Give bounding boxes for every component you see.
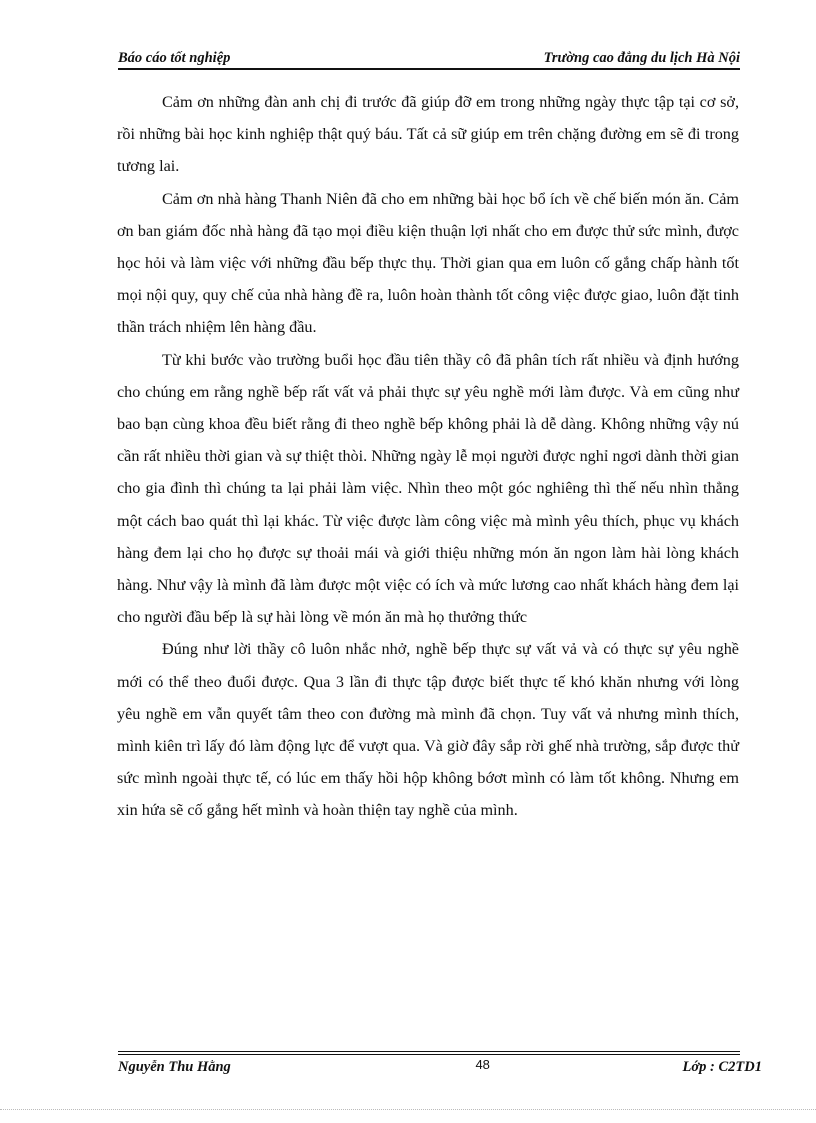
document-body [117, 86, 739, 827]
class-label: Lớp : C2TD1 [682, 1059, 762, 1075]
page-number: 48 [475, 1057, 490, 1072]
page-footer [118, 1057, 762, 1076]
header-divider [118, 68, 740, 70]
report-title: Báo cáo tốt nghiệp [118, 50, 231, 66]
paragraph-1: Cảm ơn những đàn anh chị đi trước đã giúp đỡ em trong những ngày thực tập tại cơ sở, rồi những bài học kinh nghiệp thật quý báu. Tất cả sữ giúp em trên chặng đường em sẽ đi trong tương lai. [117, 93, 739, 176]
paragraph-3: Từ khi bước vào trường buổi học đầu tiên thầy cô đã phân tích rất nhiều và định hướng cho chúng em rằng nghề bếp rất vất vả phải thực sự yêu nghề mới làm được. Và em cũng như bao bạn cùng khoa đều biết rằng đi theo nghề bếp không phải là dễ dàng. Không những vậy nú cần rất nhiều thời gian và sự thiệt thòi. Những ngày lễ mọi người được nghỉ ngơi dành thời gian cho gia đình thì chúng ta lại phải làm việc. Nhìn theo một góc nghiêng thì thế nếu nhìn thẳng một cách bao quát thì lại khác. Từ việc được làm công việc mà mình yêu thích, phục vụ khách hàng đem lại cho họ được sự thoải mái và giới thiệu những món ăn ngon làm hài lòng khách hàng. Như vậy là mình đã làm được một việc có ích và mức lương cao nhất khách hàng đem lại cho người đầu bếp là sự hài lòng về món ăn mà họ thưởng thức [117, 350, 739, 627]
paragraph-2: Cảm ơn nhà hàng Thanh Niên đã cho em những bài học bổ ích về chế biến món ăn. Cảm ơn ban giám đốc nhà hàng đã tạo mọi điều kiện thuận lợi nhất cho em được thử sức mình, được học hỏi và làm việc với những đầu bếp thực thụ. Thời gian qua em luôn cố gắng chấp hành tốt mọi nội quy, quy chế của nhà hàng đề ra, luôn hoàn thành tốt công việc được giao, luôn đặt tinh thần trách nhiệm lên hàng đầu. [117, 189, 739, 337]
footer-divider-bottom [118, 1054, 740, 1055]
paragraph-4: Đúng như lời thầy cô luôn nhắc nhở, nghề bếp thực sự vất vả và có thực sự yêu nghề mới có thể theo đuổi được. Qua 3 lần đi thực tập được biết thực tế khó khăn nhưng với lòng yêu nghề em vẫn quyết tâm theo con đường mà mình đã chọn. Tuy vất vả nhưng mình thích, mình kiên trì lấy đó làm động lực để vượt qua. Và giờ đây sắp rời ghế nhà trường, sắp được thử sức mình ngoài thực tế, có lúc em thấy hồi hộp không bớơt mình có làm tốt không. Nhưng em xin hứa sẽ cố gắng hết mình và hoàn thiện tay nghề của mình. [117, 640, 739, 820]
footer-divider-top [118, 1051, 740, 1052]
page-bottom-border [0, 1109, 816, 1110]
school-name: Trường cao đẳng du lịch Hà Nội [543, 50, 740, 66]
author-name: Nguyễn Thu Hằng [118, 1059, 231, 1075]
page-header [118, 50, 740, 69]
